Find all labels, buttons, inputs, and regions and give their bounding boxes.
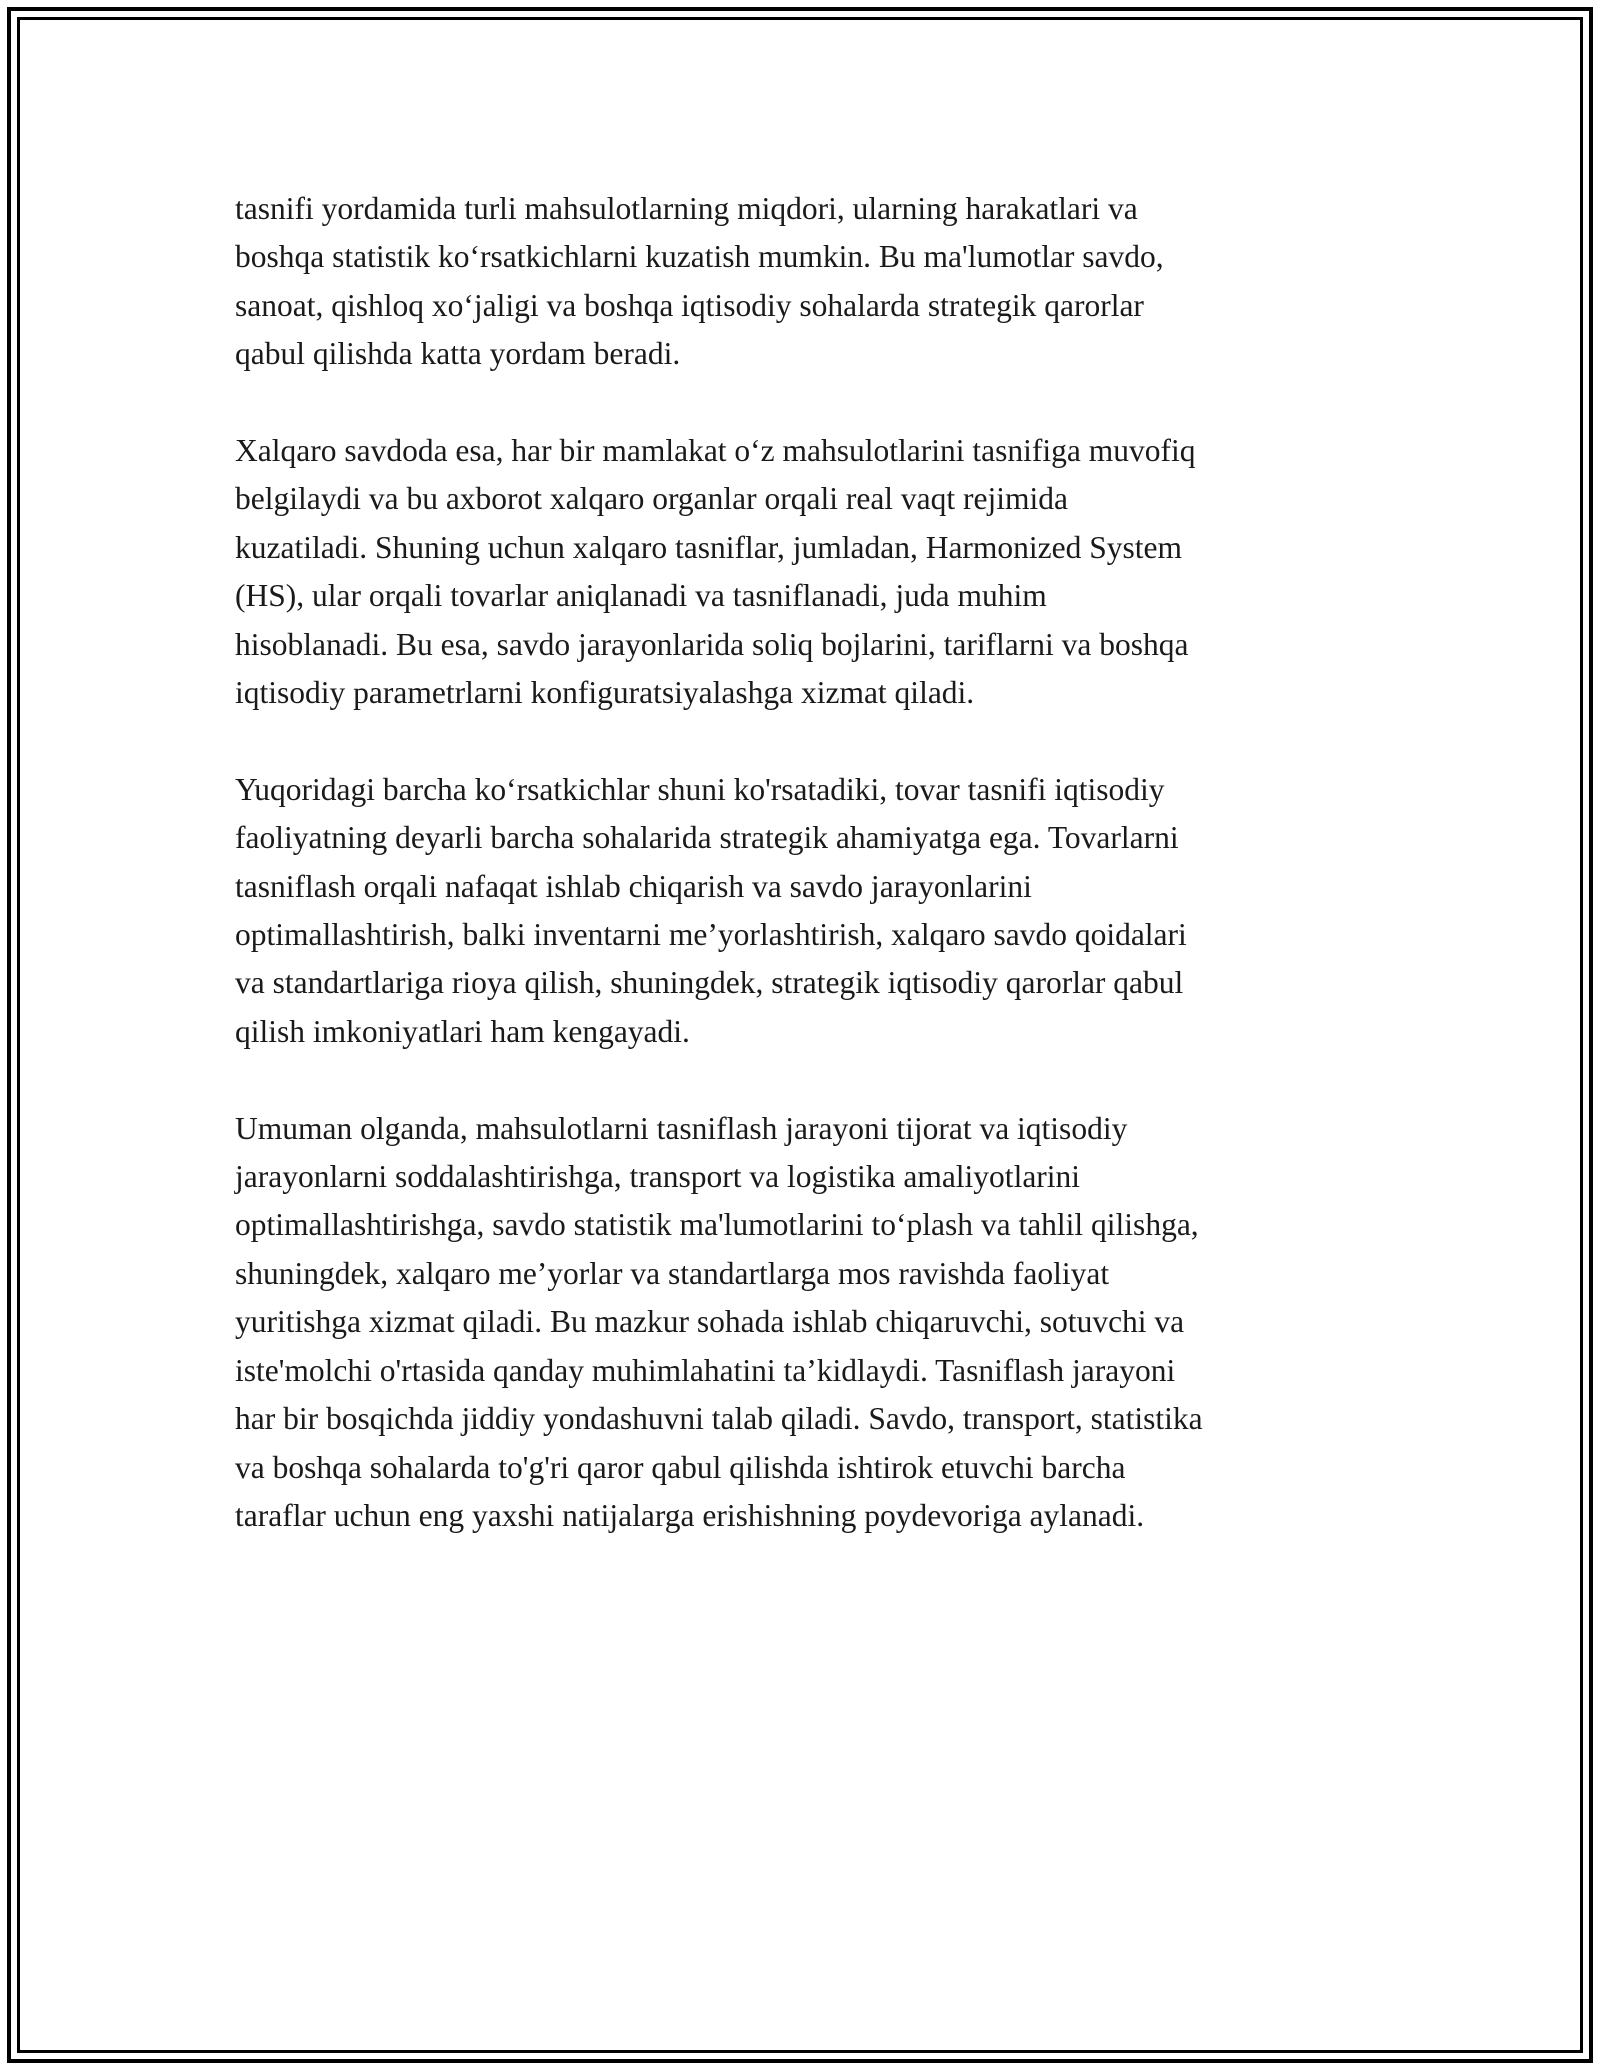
paragraph-2: Xalqaro savdoda esa, har bir mamlakat o‘z mahsulotlarini tasnifiga muvofiq belgilaydi va bu axborot xalqaro organlar orqali real vaqt rejimida kuzatiladi. Shuning uchun xalqaro tasniflar, jumladan, Harmonized System (HS), ular orqali tovarlar aniqlanadi va tasniflanadi, juda muhim hisoblanadi. Bu esa, savdo jarayonlarida soliq bojlarini, tariflarni va boshqa iqtisodiy parametrlarni konfiguratsiyalashga xizmat qiladi. [235, 433, 1196, 711]
document-body [235, 185, 1370, 1589]
paragraph-1: tasnifi yordamida turli mahsulotlarning miqdori, ularning harakatlari va boshqa statistik ko‘rsatkichlarni kuzatish mumkin. Bu ma'lumotlar savdo, sanoat, qishloq xo‘jaligi va boshqa iqtisodiy sohalarda strategik qarorlar qabul qilishda katta yordam beradi. [235, 191, 1164, 372]
paragraph-4: Umuman olganda, mahsulotlarni tasniflash jarayoni tijorat va iqtisodiy jarayonlarni soddalashtirishga, transport va logistika amaliyotlarini optimallashtirishga, savdo statistik ma'lumotlarini to‘plash va tahlil qilishga, shuningdek, xalqaro me’yorlar va standartlarga mos ravishda faoliyat yuritishga xizmat qiladi. Bu mazkur sohada ishlab chiqaruvchi, sotuvchi va iste'molchi o'rtasida qanday muhimlahatini ta’kidlaydi. Tasniflash jarayoni har bir bosqichda jiddiy yondashuvni talab qiladi. Savdo, transport, statistika va boshqa sohalarda to'g'ri qaror qabul qilishda ishtirok etuvchi barcha taraflar uchun eng yaxshi natijalarga erishishning poydevoriga aylanadi. [235, 1110, 1203, 1533]
paragraph-3: Yuqoridagi barcha ko‘rsatkichlar shuni ko'rsatadiki, tovar tasnifi iqtisodiy faoliyatning deyarli barcha sohalarida strategik ahamiyatga ega. Tovarlarni tasniflash orqali nafaqat ishlab chiqarish va savdo jarayonlarini optimallashtirish, balki inventarni me’yorlashtirish, xalqaro savdo qoidalari va standartlariga rioya qilish, shuningdek, strategik iqtisodiy qarorlar qabul qilish imkoniyatlari ham kengayadi. [235, 771, 1187, 1049]
